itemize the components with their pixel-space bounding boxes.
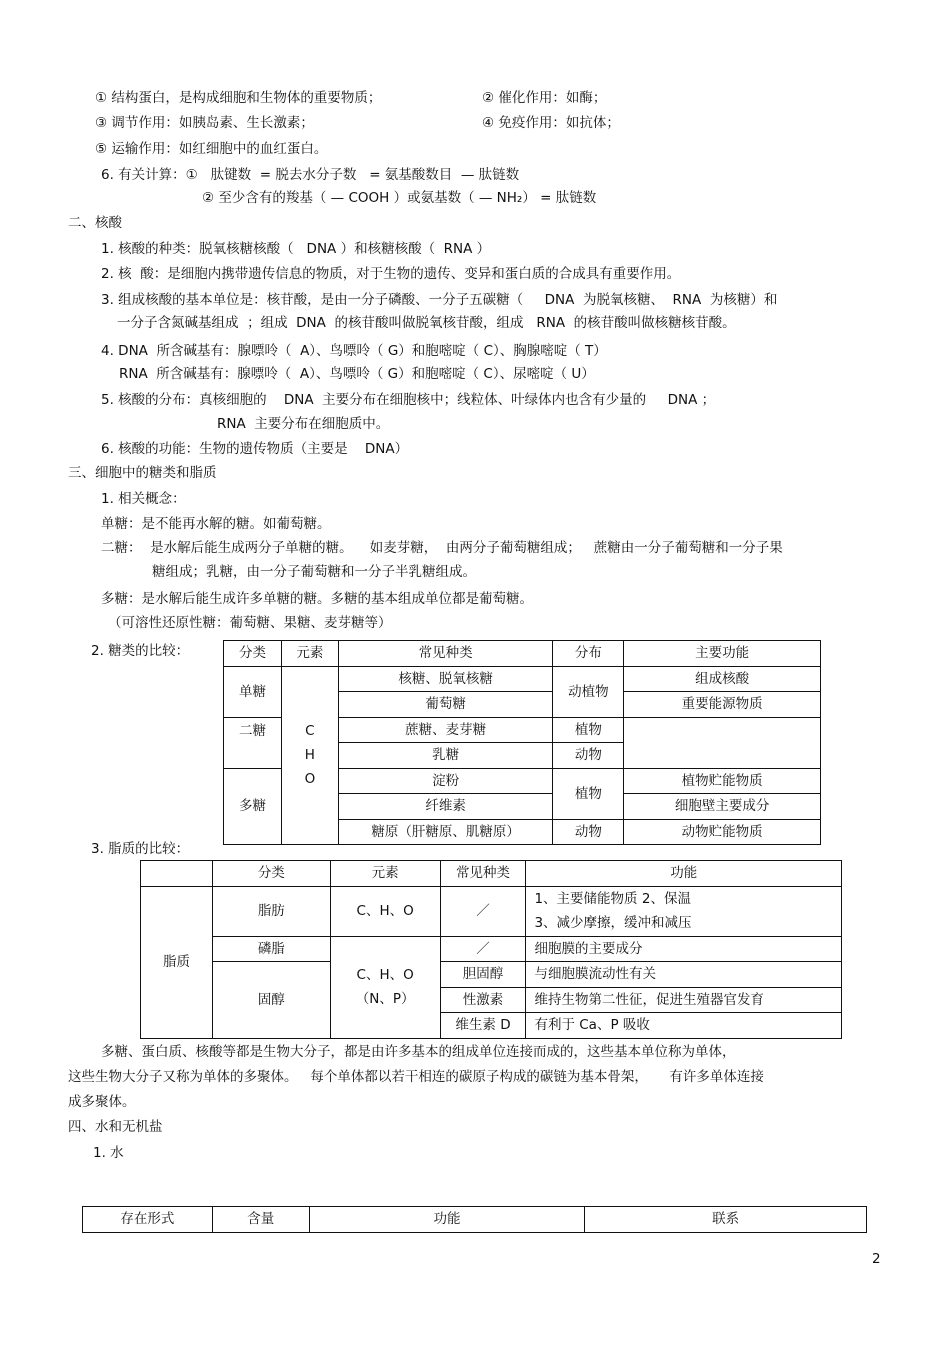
section-heading-sugars-lipids: 三、细胞中的糖类和脂质 [68, 465, 217, 481]
table-cell: 1、主要储能物质 2、保温 [526, 886, 842, 911]
lipid-table-title: 3. 脂质的比较： [91, 841, 190, 857]
table-header: 元素 [330, 861, 440, 887]
table-cell: 核糖、脱氧核糖 [338, 666, 553, 692]
nucleic-line-3a: 3. 组成核酸的基本单位是：核苷酸，是由一分子磷酸、一分子五碳糖（ DNA 为脱氧核糖、 RNA 为核糖）和 [101, 292, 778, 308]
table-cell: 蔗糖、麦芽糖 [338, 717, 553, 743]
nucleic-line-6: 6. 核酸的功能：生物的遗传物质（主要是 DNA） [101, 441, 409, 457]
table-cell: 有利于 Ca、P 吸收 [526, 1013, 842, 1039]
table-cell: 纤维素 [338, 794, 553, 820]
table-cell: 淀粉 [338, 768, 553, 794]
table-cell: 重要能源物质 [624, 692, 821, 718]
element-text: C、H、O [356, 967, 414, 983]
table-cell: 细胞膜的主要成分 [526, 936, 842, 962]
table-header: 功能 [309, 1207, 585, 1233]
water-subheading: 1. 水 [93, 1145, 124, 1161]
table-header: 分布 [553, 641, 624, 667]
protein-calc-2: ② 至少含有的羧基（ — COOH ）或氨基数（ — NH₂） = 肽链数 [202, 190, 597, 206]
element-o: O [304, 771, 316, 788]
table-cell: 胆固醇 [440, 962, 526, 988]
table-cell: 与细胞膜流动性有关 [526, 962, 842, 988]
table-header: 存在形式 [83, 1207, 213, 1233]
monosaccharide-def: 单糖：是不能再水解的糖。如葡萄糖。 [101, 516, 331, 532]
macromolecules-para-1: 多糖、蛋白质、核酸等都是生物大分子，都是由许多基本的组成单位连接而成的，这些基本单位称为单体， [101, 1044, 736, 1060]
nucleic-line-4a: 4. DNA 所含碱基有：腺嘌呤（ A）、鸟嘌呤（ G）和胞嘧啶（ C）、胸腺嘧啶（ T） [101, 343, 607, 359]
lipid-category-phospholipid: 磷脂 [212, 936, 330, 962]
element-c: C [305, 723, 315, 740]
table-header: 分类 [212, 861, 330, 887]
table-cell: ／ [440, 886, 526, 936]
table-cell-empty [624, 717, 821, 768]
element-h: H [304, 747, 315, 764]
macromolecules-para-2: 这些生物大分子又称为单体的多聚体。 每个单体都以若干相连的碳原子构成的碳链为基本骨架， 有许多单体连接 [68, 1069, 764, 1085]
table-cell: 组成核酸 [624, 666, 821, 692]
table-header: 含量 [212, 1207, 309, 1233]
table-header-empty [141, 861, 213, 887]
disaccharide-def-b: 糖组成；乳糖，由一分子葡萄糖和一分子半乳糖组成。 [152, 564, 476, 580]
concepts-title: 1. 相关概念： [101, 491, 186, 507]
table-cell: 性激素 [440, 987, 526, 1013]
element-text: （N、P） [355, 991, 415, 1007]
table-cell: 维生素 D [440, 1013, 526, 1039]
table-cell: 细胞壁主要成分 [624, 794, 821, 820]
protein-func-1: ① 结构蛋白，是构成细胞和生物体的重要物质； [95, 90, 382, 106]
section-heading-nucleic-acid: 二、核酸 [68, 215, 122, 231]
table-cell: 葡萄糖 [338, 692, 553, 718]
disaccharide-def-a: 二糖： 是水解后能生成两分子单糖的糖。 如麦芽糖， 由两分子葡萄糖组成； 蔗糖由一分子葡萄糖和一分子果 [101, 540, 783, 556]
table-cell: 动物 [553, 819, 624, 845]
nucleic-line-3b: 一分子含氮碱基组成 ；组成 DNA 的核苷酸叫做脱氧核苷酸，组成 RNA 的核苷酸叫做核糖核苷酸。 [117, 315, 736, 331]
table-cell: 植物 [553, 768, 624, 819]
nucleic-line-4b: RNA 所含碱基有：腺嘌呤（ A）、鸟嘌呤（ G）和胞嘧啶（ C）、尿嘧啶（ U） [119, 366, 595, 382]
sugar-category-poly: 多糖 [224, 768, 282, 845]
table-header: 元素 [281, 641, 338, 667]
table-header: 功能 [526, 861, 842, 887]
nucleic-line-2: 2. 核 酸：是细胞内携带遗传信息的物质，对于生物的遗传、变异和蛋白质的合成具有重要作用。 [101, 266, 681, 282]
polysaccharide-def: 多糖：是水解后能生成许多单糖的糖。多糖的基本组成单位都是葡萄糖。 [101, 591, 533, 607]
sugar-table-title: 2. 糖类的比较： [91, 643, 190, 659]
section-heading-water-salts: 四、水和无机盐 [68, 1119, 163, 1135]
table-cell: 动物 [553, 743, 624, 769]
table-cell: 植物贮能物质 [624, 768, 821, 794]
table-cell: 糖原（肝糖原、肌糖原） [338, 819, 553, 845]
sugar-category-mono: 单糖 [224, 666, 282, 717]
lipid-category-sterol: 固醇 [212, 962, 330, 1039]
table-cell: 维持生物第二性征，促进生殖器官发育 [526, 987, 842, 1013]
nucleic-line-5b: RNA 主要分布在细胞质中。 [217, 416, 390, 432]
table-header: 常见种类 [440, 861, 526, 887]
lipid-group: 脂质 [141, 886, 213, 1038]
table-cell: C、H、O [330, 886, 440, 936]
table-cell [330, 936, 440, 1038]
nucleic-line-1: 1. 核酸的种类：脱氧核糖核酸（ DNA ）和核糖核酸（ RNA ） [101, 241, 491, 257]
lipid-comparison-table [140, 860, 842, 1039]
water-table [82, 1206, 867, 1233]
page-number: 2 [872, 1251, 881, 1267]
macromolecules-para-3: 成多聚体。 [68, 1094, 136, 1110]
table-header: 主要功能 [624, 641, 821, 667]
protein-func-5: ⑤ 运输作用：如红细胞中的血红蛋白。 [95, 141, 328, 157]
table-header: 分类 [224, 641, 282, 667]
table-header: 联系 [585, 1207, 867, 1233]
table-cell: 植物 [553, 717, 624, 743]
table-cell: 动植物 [553, 666, 624, 717]
table-cell: 动物贮能物质 [624, 819, 821, 845]
protein-func-2: ② 催化作用：如酶； [482, 90, 607, 106]
protein-calc-1: 6. 有关计算：① 肽键数 = 脱去水分子数 = 氨基酸数目 — 肽链数 [101, 167, 520, 183]
sugar-category-di: 二糖 [224, 717, 282, 768]
nucleic-line-5a: 5. 核酸的分布：真核细胞的 DNA 主要分布在细胞核中；线粒体、叶绿体内也含有少量的 DNA ； [101, 392, 716, 408]
table-header: 常见种类 [338, 641, 553, 667]
reducing-sugar-note: （可溶性还原性糖：葡萄糖、果糖、麦芽糖等） [108, 615, 392, 631]
sugar-comparison-table [223, 640, 821, 845]
table-cell: 3、减少摩擦，缓冲和减压 [526, 911, 842, 936]
protein-func-3: ③ 调节作用：如胰岛素、生长激素； [95, 115, 314, 131]
sugar-elements [281, 666, 338, 845]
protein-func-4: ④ 免疫作用：如抗体； [482, 115, 620, 131]
table-cell: 乳糖 [338, 743, 553, 769]
lipid-category-fat: 脂肪 [212, 886, 330, 936]
table-cell: ／ [440, 936, 526, 962]
